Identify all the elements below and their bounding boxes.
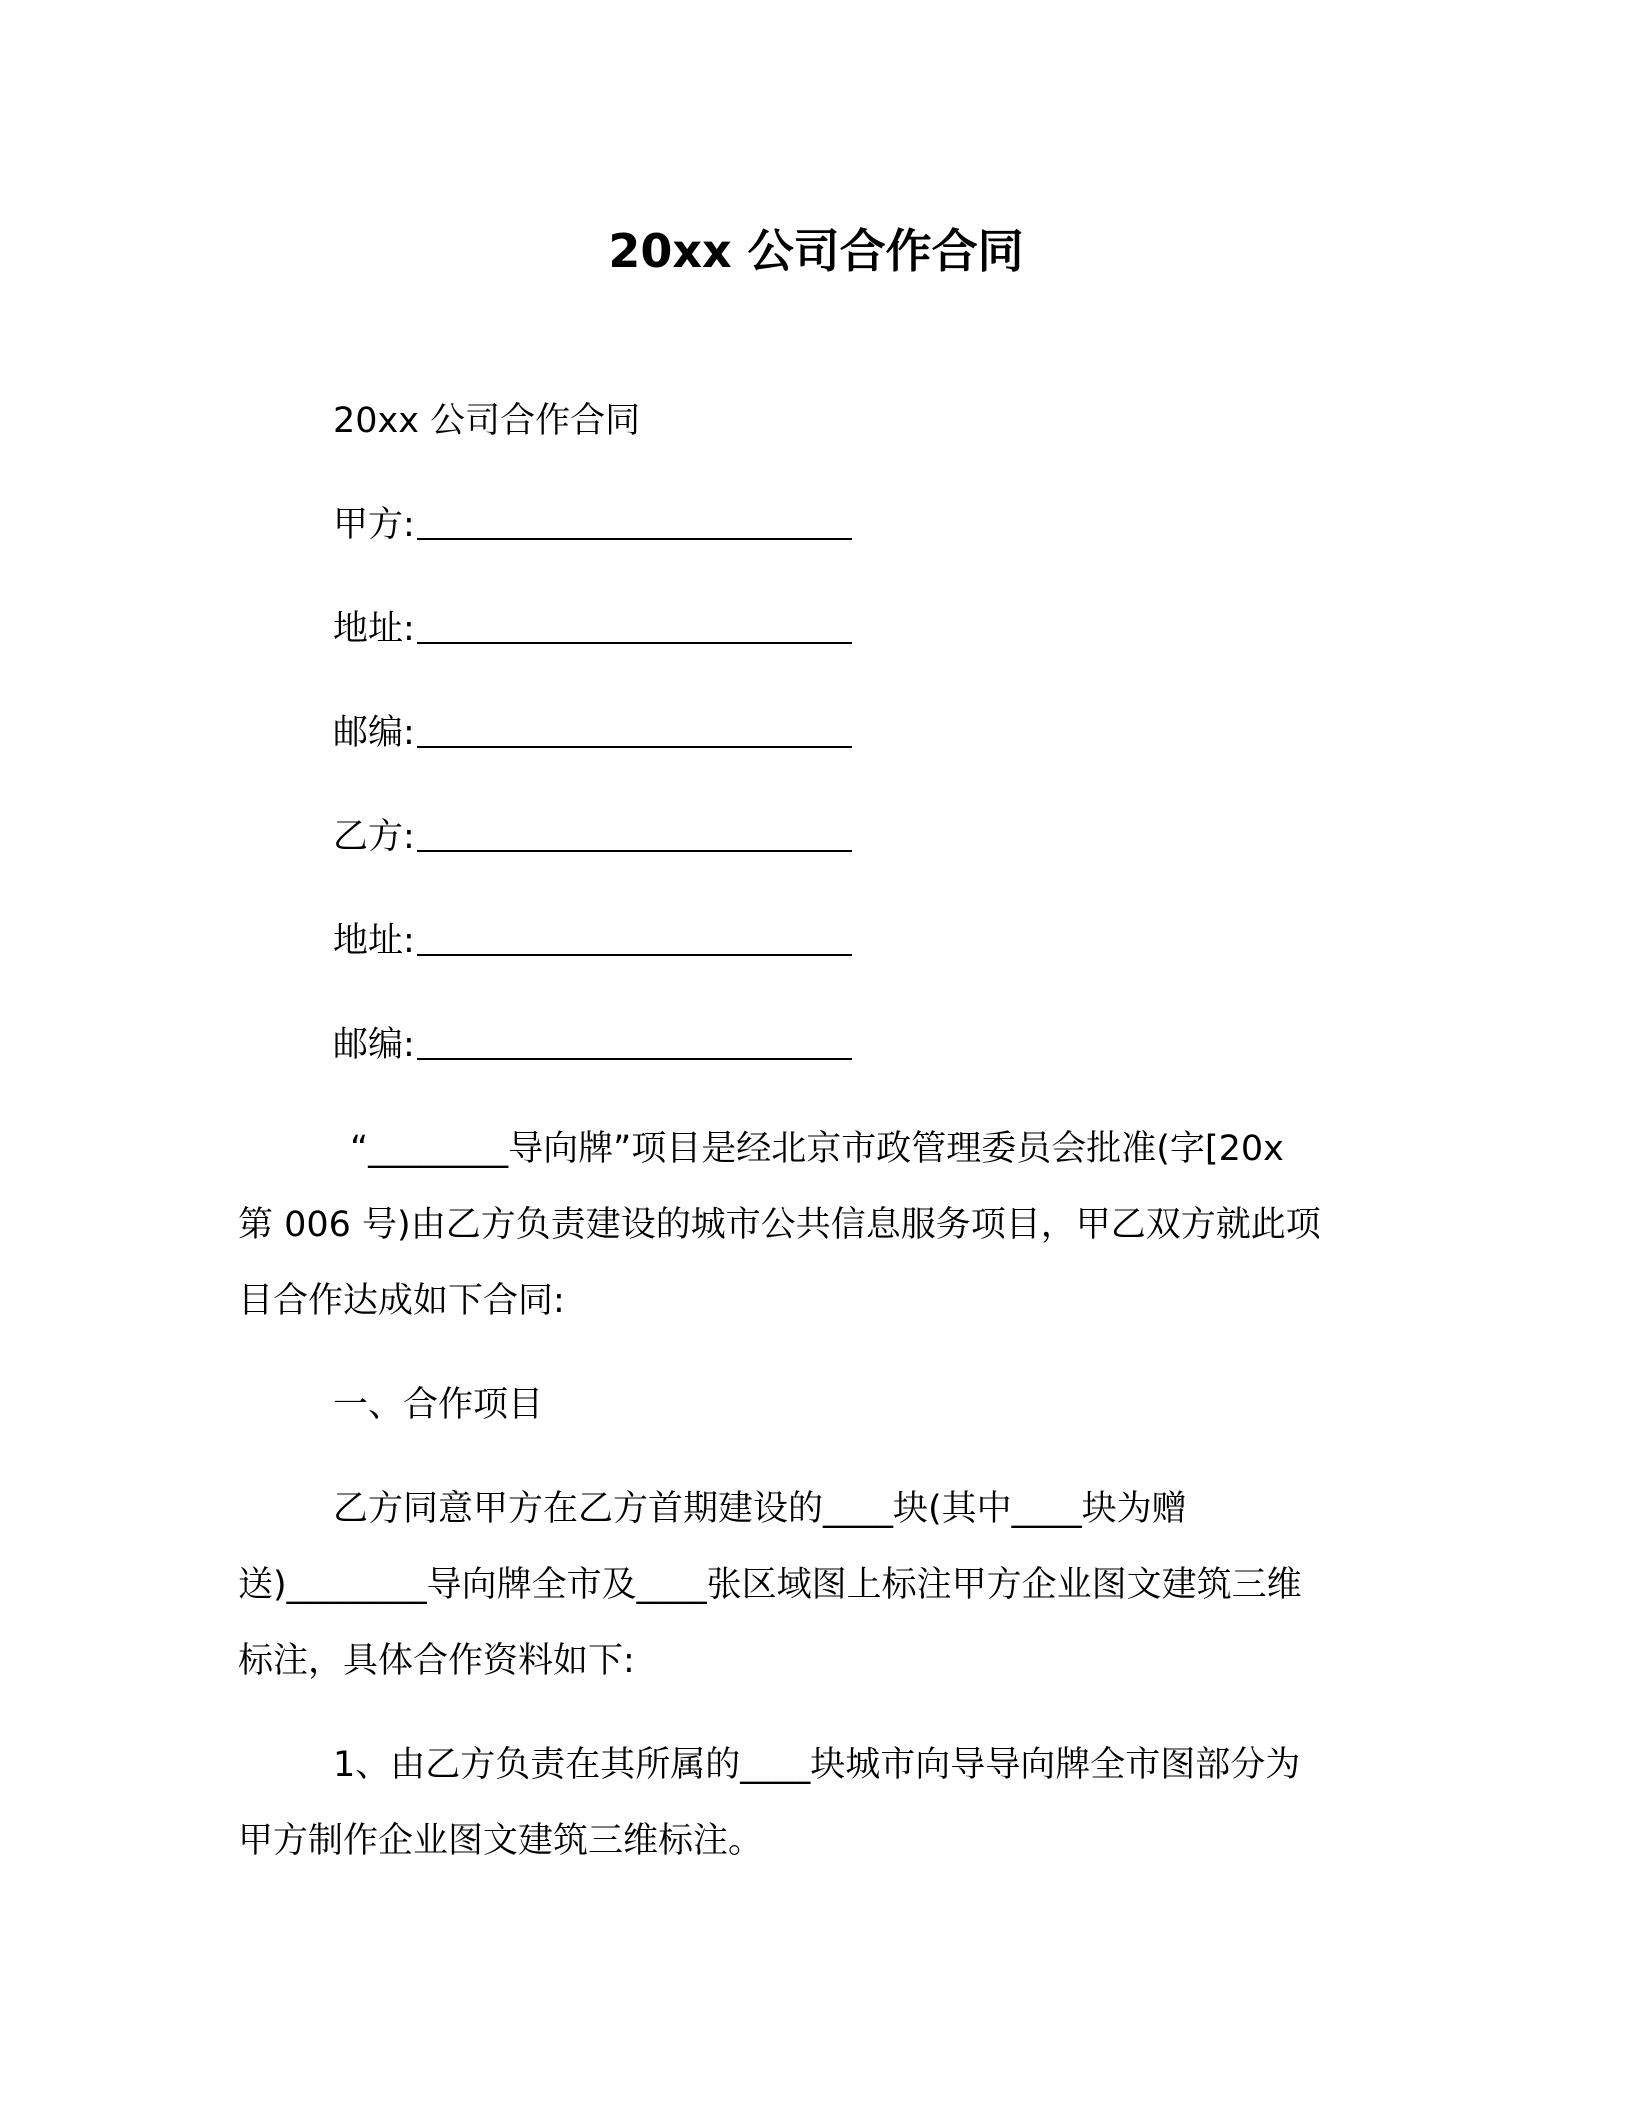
party-a-address-label: 地址: <box>333 609 415 649</box>
party-b-postcode-label: 邮编: <box>333 1025 415 1065</box>
party-b-label: 乙方: <box>333 817 415 857</box>
party-b-blank <box>417 816 852 852</box>
party-b-field <box>333 812 852 862</box>
party-a-label: 甲方: <box>333 505 415 545</box>
intro-line-3: 目合作达成如下合同: <box>238 1281 565 1321</box>
document-subtitle: 20xx 公司合作合同 <box>333 401 641 441</box>
party-b-postcode-field <box>333 1020 852 1070</box>
party-a-postcode-label: 邮编: <box>333 713 415 753</box>
party-a-blank <box>417 504 852 540</box>
section-1-line-2: 送)________导向牌全市及____张区域图上标注甲方企业图文建筑三维 <box>238 1565 1302 1605</box>
section-1-line-3: 标注，具体合作资料如下: <box>238 1641 635 1681</box>
party-a-address-blank <box>417 608 852 644</box>
party-a-postcode-blank <box>417 712 852 748</box>
section-1-line-1: 乙方同意甲方在乙方首期建设的____块(其中____块为赠 <box>333 1489 1187 1529</box>
intro-line-2: 第 006 号)由乙方负责建设的城市公共信息服务项目，甲乙双方就此项 <box>238 1205 1321 1245</box>
party-b-address-field <box>333 916 852 966</box>
party-a-address-field <box>333 604 852 654</box>
section-1-heading: 一、合作项目 <box>333 1385 544 1425</box>
party-a-field <box>333 500 852 550</box>
intro-line-1: “________导向牌”项目是经北京市政管理委员会批准(字[20x <box>350 1129 1284 1169</box>
party-b-address-label: 地址: <box>333 921 415 961</box>
item-1-line-2: 甲方制作企业图文建筑三维标注。 <box>238 1821 764 1861</box>
item-1-line-1: 1、由乙方负责在其所属的____块城市向导导向牌全市图部分为 <box>333 1745 1301 1785</box>
document-title: 20xx 公司合作合同 <box>608 224 1024 278</box>
party-b-address-blank <box>417 920 852 956</box>
party-b-postcode-blank <box>417 1024 852 1060</box>
party-a-postcode-field <box>333 708 852 758</box>
